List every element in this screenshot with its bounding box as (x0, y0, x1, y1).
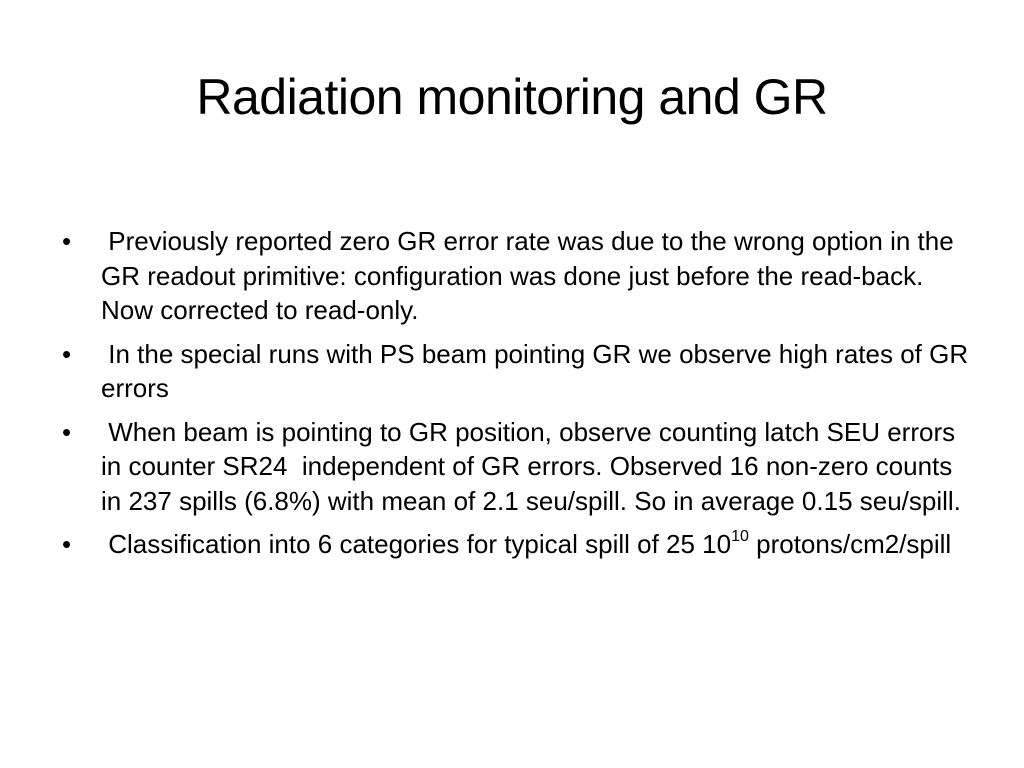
bullet-text: When beam is pointing to GR position, observe counting latch SEU errors in counter SR24 independent of GR errors. Observed 16 non-zero counts in 237 spills (6.8%) with mean of 2.1 seu/spill. So in average 0.15 seu/spill. (101, 416, 963, 516)
superscript-exponent: 10 (731, 528, 749, 545)
list-item (62, 224, 972, 328)
bullet-icon: • (62, 338, 72, 369)
bullet-icon: • (62, 529, 72, 559)
list-item (62, 337, 976, 406)
list-item (62, 527, 972, 562)
bullet-icon: • (62, 226, 72, 256)
bullet-text: In the special runs with PS beam pointing GR we observe high rates of GR errors (101, 338, 976, 403)
list-item (62, 415, 972, 519)
bullet-icon: • (62, 416, 72, 447)
slide-title: Radiation monitoring and GR (196, 69, 828, 125)
bullet-text-continued: protons/cm2/spill (748, 529, 952, 559)
bullet-text: Previously reported zero GR error rate was due to the wrong option in the GR readout primitive: configuration was done just before the read-back. Now corrected to read-only. (101, 226, 961, 325)
bullet-text (101, 527, 972, 562)
bullet-list (62, 224, 976, 571)
bullet-text-main: Classification into 6 categories for typical spill of 25 10 (101, 529, 732, 559)
